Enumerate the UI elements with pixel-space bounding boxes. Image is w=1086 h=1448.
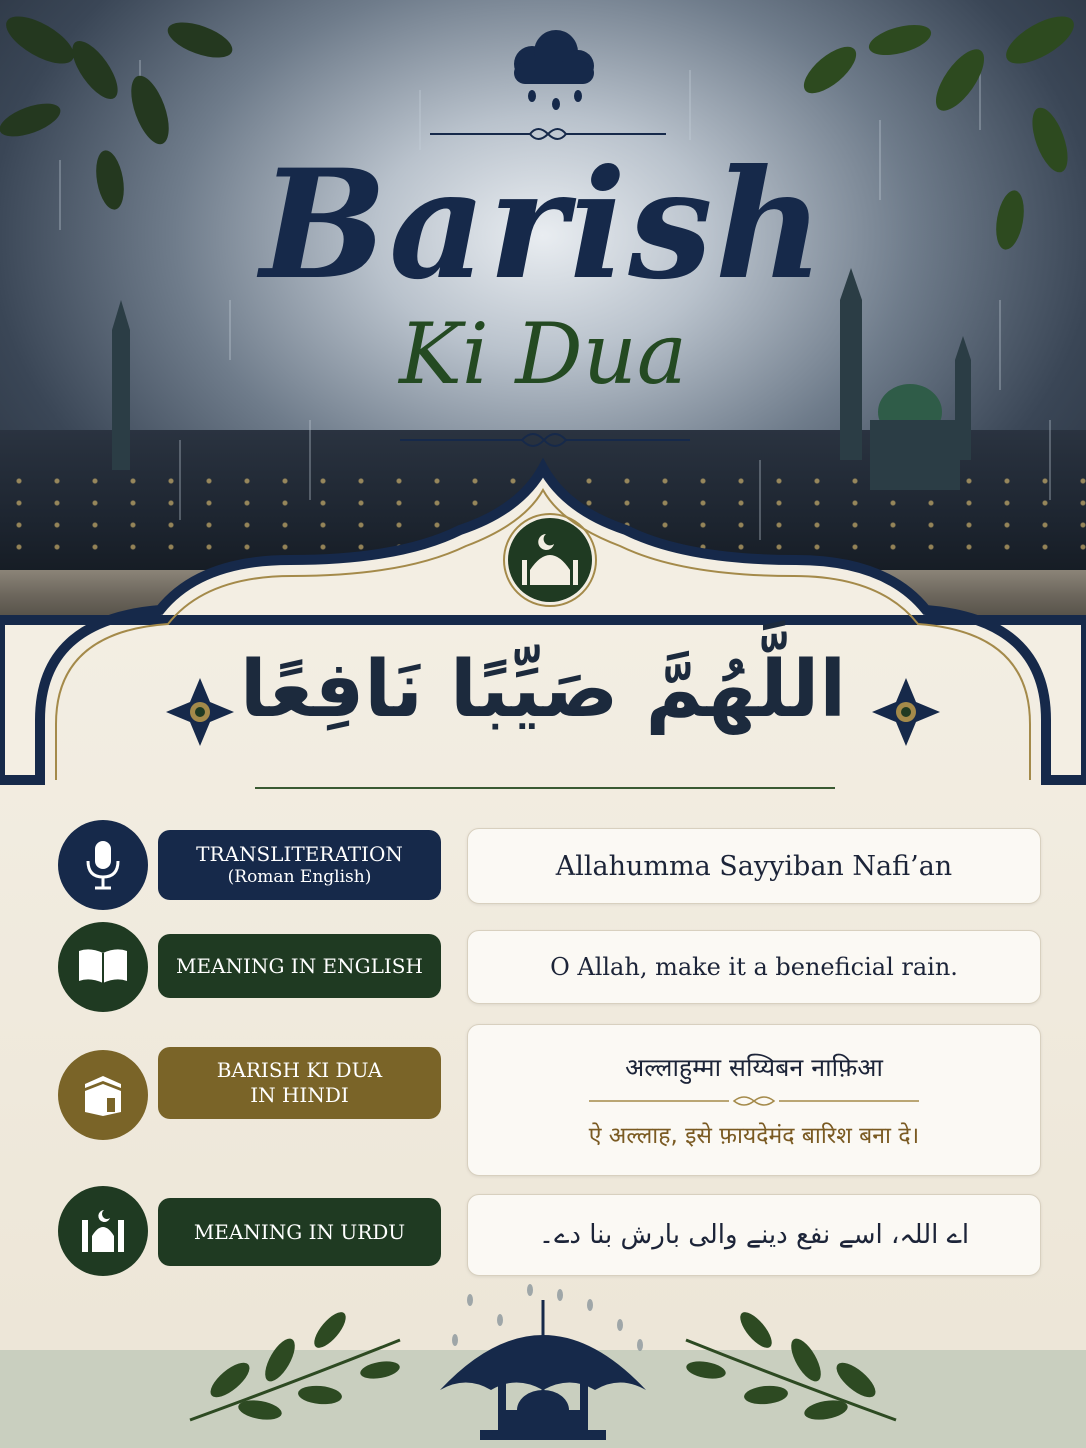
title-barish: Barish: [260, 137, 826, 313]
hindi-transliteration: अल्लाहुम्मा सय्यिबन नाफ़िआ: [625, 1053, 883, 1082]
arabic-dua-text: اللَّهُمَّ صَيِّبًا نَافِعًا: [239, 645, 847, 735]
book-icon: [58, 922, 148, 1012]
title-ki-dua: Ki Dua: [399, 305, 687, 403]
ornament-divider-bottom: [400, 434, 690, 446]
urdu-meaning-value: اے اللہ، اسے نفع دینے والی بارش بنا دے۔: [467, 1194, 1041, 1276]
microphone-icon: [58, 820, 148, 910]
leaf-spray-left: [190, 1307, 401, 1422]
rain-cloud-icon: [514, 30, 594, 110]
mosque-medallion-icon: [504, 514, 596, 606]
hindi-dua-value: [467, 1024, 1041, 1176]
hindi-meaning: ऐ अल्लाह, इसे फ़ायदेमंद बारिश बना दे।: [588, 1123, 920, 1149]
hindi-dua-label: BARISH KI DUA IN HINDI: [158, 1047, 441, 1119]
english-meaning-label: MEANING IN ENGLISH: [158, 934, 441, 998]
mosque-icon: [58, 1186, 148, 1276]
transliteration-label: TRANSLITERATION (Roman English): [158, 830, 441, 900]
leaf-spray-right: [685, 1307, 896, 1422]
hindi-divider: [589, 1094, 919, 1108]
transliteration-value: Allahumma Sayyiban Nafi’an: [467, 828, 1041, 904]
urdu-meaning-label: MEANING IN URDU: [158, 1198, 441, 1266]
kaaba-icon: [58, 1050, 148, 1140]
english-meaning-value: O Allah, make it a beneficial rain.: [467, 930, 1041, 1004]
